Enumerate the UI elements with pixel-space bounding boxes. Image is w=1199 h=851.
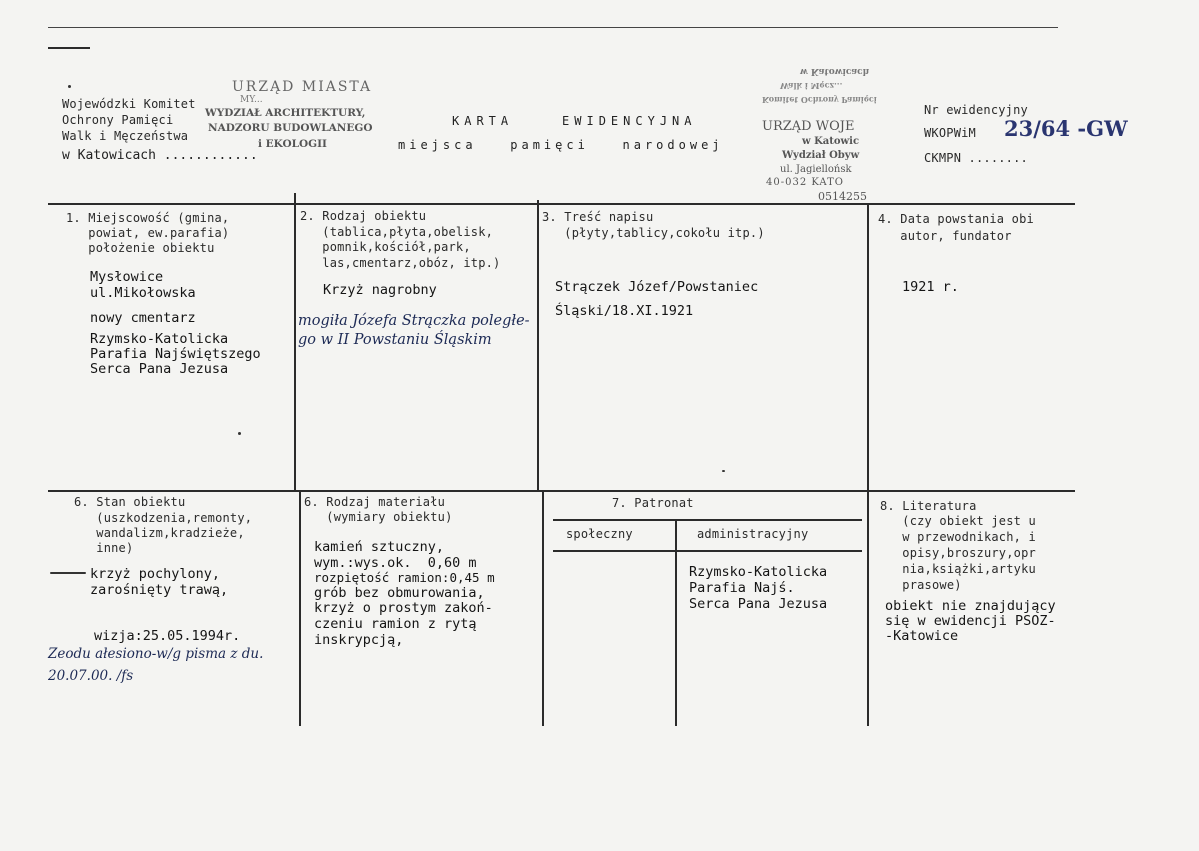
scan-speck <box>722 470 725 472</box>
field-8-heading-line-6: prasowe) <box>880 578 962 592</box>
col-divider-3 <box>867 203 869 490</box>
material-line-3: rozpiętość ramion:0,45 m <box>314 570 495 585</box>
field-2-heading-line-1: 2. Rodzaj obiektu <box>300 209 427 223</box>
wkopwim-number: 23/64 -GW <box>1004 116 1128 141</box>
stamp-mirror-line-3: Komitet Ochrony Pamięci <box>762 95 877 105</box>
condition-line-2: zarośnięty trawą, <box>90 582 229 598</box>
field-8-heading-line-5: nia,książki,artyku <box>880 562 1036 576</box>
col-divider-6 <box>867 490 869 726</box>
field-2-heading-line-4: las,cmentarz,obóz, itp.) <box>300 256 501 270</box>
location-line-1: Mysłowice <box>90 269 164 285</box>
patronat-social-label: społeczny <box>566 527 633 541</box>
field-4-heading-line-2: autor, fundator <box>878 229 1012 243</box>
location-line-5: Parafia Najświętszego <box>90 346 261 362</box>
stamp-voiv-line-1: URZĄD WOJE <box>762 119 855 134</box>
stamp-voiv-line-4: ul. Jagiellońsk <box>780 164 852 175</box>
field-8-heading-line-4: opisy,broszury,opr <box>880 546 1036 560</box>
inscription-line-2: Śląski/18.XI.1921 <box>555 303 694 319</box>
patronat-divider <box>675 519 677 726</box>
committee-line-1: Wojewódzki Komitet <box>62 97 196 111</box>
object-type-handwritten-1: mogiła Józefa Strączka poległe- <box>298 313 530 329</box>
ckmpn-label: CKMPN ........ <box>924 151 1028 165</box>
creation-date: 1921 r. <box>902 279 959 295</box>
stamp-voiv-line-2: w Katowic <box>802 136 860 147</box>
inscription-line-1: Strączek Józef/Powstaniec <box>555 279 759 295</box>
committee-line-4: w Katowicach ............ <box>62 148 258 163</box>
literature-line-2: się w ewidencji PSOZ- <box>885 613 1056 629</box>
stamp-office-line-5: i EKOLOGII <box>258 138 327 150</box>
location-line-3: nowy cmentarz <box>90 310 196 326</box>
field-8-heading-line-2: (czy obiekt jest u <box>880 514 1036 528</box>
site-visit-date: wizja:25.05.1994r. <box>94 628 241 644</box>
field-8-heading-line-1: 8. Literatura <box>880 499 977 513</box>
stamp-voiv-line-5: 40-032 KATO <box>766 177 844 188</box>
card-subtitle: miejsca pamięci narodowej <box>398 138 724 152</box>
material-line-5: krzyż o prostym zakoń- <box>314 600 493 616</box>
patronat-admin-line-1: Rzymsko-Katolicka <box>689 564 828 580</box>
committee-line-2: Ochrony Pamięci <box>62 113 174 127</box>
patronat-subheader-rule <box>553 550 862 552</box>
field-6-heading-line-2: (wymiary obiektu) <box>304 510 453 524</box>
field-8-heading-line-3: w przewodnikach, i <box>880 530 1036 544</box>
material-line-7: inskrypcją, <box>314 632 404 648</box>
scan-speck <box>68 85 71 88</box>
handwritten-note-line-2: 20.07.00. /fs <box>48 668 134 684</box>
location-line-6: Serca Pana Jezusa <box>90 361 229 377</box>
field-5-heading-line-2: (uszkodzenia,remonty, <box>74 511 253 525</box>
field-5-heading-line-1: 6. Stan obiektu <box>74 495 186 509</box>
patronat-rule <box>553 519 862 521</box>
stamp-mirror-line-2: Walk i Męcz... <box>780 81 843 91</box>
material-line-2: wym.:wys.ok. 0,60 m <box>314 555 477 571</box>
field-5-heading-line-4: inne) <box>74 541 134 555</box>
literature-line-1: obiekt nie znajdujący <box>885 598 1056 614</box>
patronat-admin-line-3: Serca Pana Jezusa <box>689 596 828 612</box>
field-6-heading-line-1: 6. Rodzaj materiału <box>304 495 446 509</box>
field-3-heading-line-1: 3. Treść napisu <box>542 210 654 224</box>
committee-line-3: Walk i Męczeństwa <box>62 129 189 143</box>
patronat-admin-label: administracyjny <box>697 527 809 541</box>
handwritten-note-line-1: Zeodu ałesiono-w/g pisma z du. <box>48 646 264 662</box>
scan-speck <box>50 572 86 574</box>
stamp-office-line-1: URZĄD MIASTA <box>232 79 373 95</box>
table-middle-rule <box>48 490 1075 492</box>
location-line-4: Rzymsko-Katolicka <box>90 331 229 347</box>
stamp-voiv-line-3: Wydział Obyw <box>782 150 860 161</box>
field-1-heading-line-3: położenie obiektu <box>66 241 215 255</box>
stamp-mirror-line-1: w Katowicach <box>800 66 870 76</box>
material-line-1: kamień sztuczny, <box>314 539 445 555</box>
object-type-handwritten-2: go w II Powstaniu Śląskim <box>298 332 492 348</box>
col-divider-4 <box>299 490 301 726</box>
literature-line-3: -Katowice <box>885 628 959 644</box>
table-top-rule <box>48 203 1075 205</box>
field-1-heading-line-2: powiat, ew.parafia) <box>66 226 230 240</box>
card-title: KARTA EWIDENCYJNA <box>452 114 697 128</box>
condition-line-1: krzyż pochylony, <box>90 566 221 582</box>
stamp-voiv-line-6: 0514255 <box>818 190 867 203</box>
field-2-heading-line-2: (tablica,płyta,obelisk, <box>300 225 494 239</box>
col-divider-2 <box>537 200 539 490</box>
stamp-office-line-2: MY... <box>240 95 263 105</box>
wkopwim-label: WKOPWiM <box>924 126 976 140</box>
top-rule <box>48 27 1058 28</box>
scan-speck <box>238 432 241 435</box>
stamp-office-line-4: NADZORU BUDOWLANEGO <box>208 122 373 134</box>
col-divider-5 <box>542 490 544 726</box>
field-1-heading-line-1: 1. Miejscowość (gmina, <box>66 211 230 225</box>
patronat-heading: 7. Patronat <box>612 496 694 510</box>
col-divider-1 <box>294 193 296 490</box>
location-line-2: ul.Mikołowska <box>90 285 196 301</box>
stamp-office-line-3: WYDZIAŁ ARCHITEKTURY, <box>205 107 366 119</box>
material-line-6: czeniu ramion z rytą <box>314 616 477 632</box>
field-2-heading-line-3: pomnik,kościół,park, <box>300 240 471 254</box>
field-3-heading-line-2: (płyty,tablicy,cokołu itp.) <box>542 226 765 240</box>
nr-ewidencyjny-label: Nr ewidencyjny <box>924 103 1028 117</box>
object-type: Krzyż nagrobny <box>323 282 437 298</box>
material-line-4: grób bez obmurowania, <box>314 585 485 601</box>
field-4-heading-line-1: 4. Data powstania obi <box>878 212 1034 226</box>
field-5-heading-line-3: wandalizm,kradzieże, <box>74 526 245 540</box>
patronat-admin-line-2: Parafia Najś. <box>689 580 795 596</box>
top-mark <box>48 47 90 49</box>
